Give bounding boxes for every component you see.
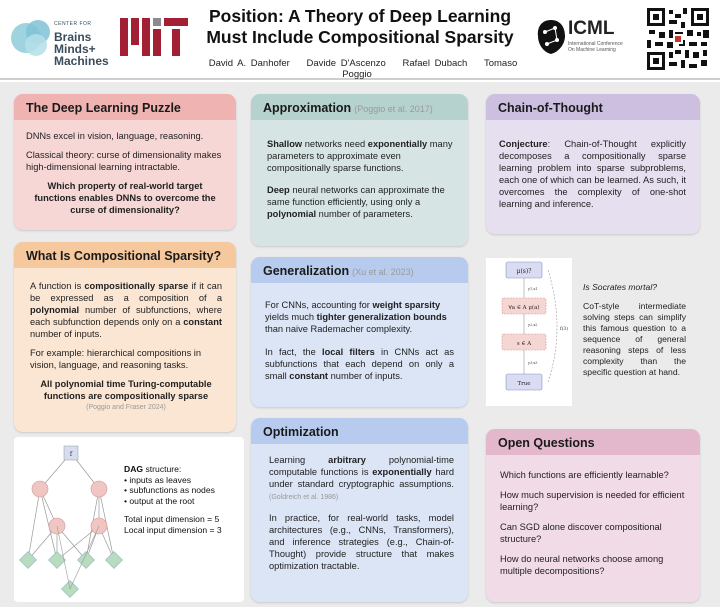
- general-filter-text: In fact, the local filters in CNNs act as subfunctions that each depend on only a small constant number of inputs.: [265, 347, 454, 381]
- open-question: How do neural networks choose among multiple decompositions?: [500, 554, 664, 576]
- optim-hardness-text: Learning arbitrary polynomial-time computable functions is exponentially hard under standard cryptographic assumptions. (Goldreich et al. 1986): [269, 455, 454, 501]
- panel-title: Generalization (Xu et al. 2023): [251, 257, 468, 283]
- panel-title: Optimization: [251, 418, 468, 444]
- panel-optimization: [251, 418, 468, 602]
- approx-deep-text: Deep neural networks can approximate the same function efficiently, using only a polynomial number of parameters.: [267, 185, 445, 219]
- panel-title: The Deep Learning Puzzle: [14, 94, 236, 120]
- cot-node-step-label: s ∈ A: [516, 341, 532, 347]
- dag-leaf-node: [106, 552, 123, 569]
- open-question: Which functions are efficiently learnable?: [500, 470, 669, 480]
- qr-code-icon[interactable]: [645, 6, 711, 72]
- optim-practice-text: In practice, for real-world tasks, model architectures (e.g., CNNs, Transformers), and inference strategies (e.g., Chain-of-Thought) provide structure that makes optimization tractable.: [269, 513, 454, 571]
- panel-compositional-sparsity: [14, 242, 236, 432]
- panel-open-questions: [486, 429, 700, 602]
- icml-brain-icon: [535, 18, 567, 56]
- cot-node-step-label: ∀a ∈ A μ(a): [508, 305, 540, 311]
- sparsity-example: For example: hierarchical compositions in vision, language, and reasoning tasks.: [30, 348, 202, 370]
- panel-title: What Is Compositional Sparsity?: [14, 242, 236, 268]
- dag-subfunction-node: [91, 481, 107, 497]
- sparsity-claim: All polynomial time Turing-computable functions are compositionally sparse: [40, 379, 212, 401]
- open-question: Can SGD alone discover compositional structure?: [500, 522, 662, 544]
- puzzle-text: DNNs excel in vision, language, reasoning.: [26, 131, 204, 141]
- panel-generalization: [251, 257, 468, 407]
- icml-subtitle: International Conference On Machine Learning: [568, 41, 623, 53]
- panel-title: Chain-of-Thought: [486, 94, 700, 120]
- dag-caption: DAG structure: • inputs as leaves • subfunctions as nodes • output at the root Total input dimension = 5 Local input dimension = 3: [124, 464, 222, 535]
- panel-chain-of-thought: [486, 94, 700, 234]
- cot-edge-label: y1,x1: [528, 287, 538, 291]
- cot-side-text: Is Socrates mortal? CoT-style intermediate solving steps can simplify this famous question to a sequence of general reasoning steps of less complexity than the specific question at hand.: [583, 282, 686, 377]
- cot-conjecture: Conjecture: Chain-of-Thought explicitly decomposes a compositionally sparse learning problem into sparse subproblems, each one of which can be learned. As such, it overcomes the complexity of one-shot learning and inference.: [499, 139, 686, 209]
- author: Rafael Dubach: [402, 58, 468, 69]
- cot-edge-label: y3,x3: [528, 361, 538, 365]
- icml-wordmark: ICML: [568, 18, 615, 39]
- dag-diagram: [14, 440, 129, 602]
- approx-shallow-text: Shallow networks need exponentially many parameters to approximate even compositionally sparse functions.: [267, 139, 453, 173]
- author: Davide D'Ascenzo: [306, 58, 386, 69]
- sparsity-citation: (Poggio and Fraser 2024): [86, 404, 166, 411]
- open-question: How much supervision is needed for efficient learning?: [500, 490, 685, 512]
- panel-deep-learning-puzzle: [14, 94, 236, 230]
- cbmm-wordmark: CENTER FOR Brains Minds+ Machines: [54, 21, 109, 68]
- poster-title: Position: A Theory of Deep Learning Must Include Compositional Sparsity: [206, 6, 514, 47]
- cot-node-answer-label: True: [517, 381, 531, 387]
- puzzle-text: Classical theory: curse of dimensionality makes high-dimensional learning intractable.: [26, 150, 222, 172]
- panel-title: Approximation (Poggio et al. 2017): [251, 94, 468, 120]
- cot-node-question-label: μ(s)?: [516, 268, 532, 275]
- mit-logo-icon: [120, 18, 190, 56]
- sparsity-definition: A function is compositionally sparse if it can be expressed as a composition of a polynomial number of subfunctions, where each subfunction depends only on a constant number of inputs.: [30, 281, 222, 339]
- puzzle-question: Which property of real-world target functions enables DNNs to overcome the curse of dimensionality?: [34, 181, 216, 215]
- author: Tomaso Poggio: [342, 58, 518, 80]
- cot-f-label: f(3): [560, 327, 569, 332]
- panel-approximation: [251, 94, 468, 246]
- author: David A. Danhofer: [208, 58, 290, 69]
- author-list: [190, 58, 530, 80]
- cot-diagram: [486, 258, 572, 406]
- dag-leaf-node: [20, 552, 37, 569]
- panel-title: Open Questions: [486, 429, 700, 455]
- dag-subfunction-node: [32, 481, 48, 497]
- dag-root-label: f: [69, 451, 73, 458]
- cot-edge-label: y2,x2: [528, 323, 538, 327]
- general-bound-text: For CNNs, accounting for weight sparsity yields much tighter generalization bounds than naive Rademacher complexity.: [265, 300, 447, 334]
